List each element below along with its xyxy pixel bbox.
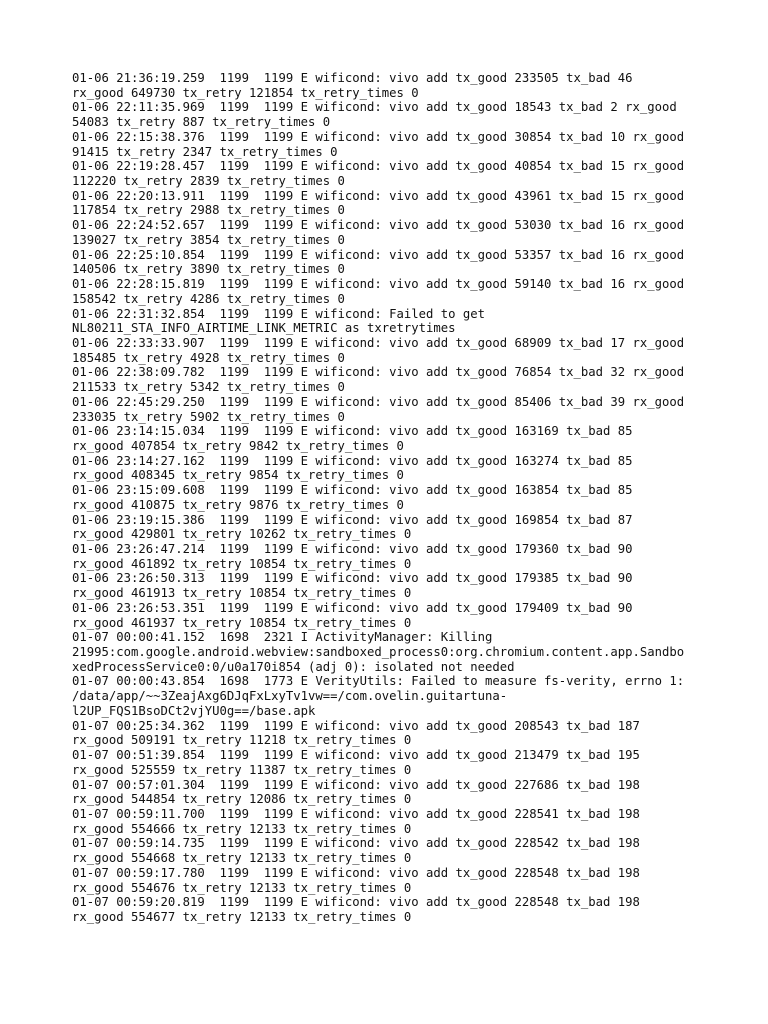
log-line: 01-06 23:14:27.162 1199 1199 E wificond: vivo add tx_good 163274 tx_bad 85 — [72, 453, 633, 468]
log-line: 54083 tx_retry 887 tx_retry_times 0 — [72, 115, 331, 130]
log-line: 140506 tx_retry 3890 tx_retry_times 0 — [72, 262, 345, 277]
log-line: rx_good 525559 tx_retry 11387 tx_retry_times 0 — [72, 762, 412, 777]
log-line: 01-06 21:36:19.259 1199 1199 E wificond: vivo add tx_good 233505 tx_bad 46 — [72, 71, 633, 85]
log-line: 01-07 00:00:43.854 1698 1773 E VerityUtils: Failed to measure fs-verity, errno 1: — [72, 674, 685, 689]
log-line: 01-06 22:11:35.969 1199 1199 E wificond: vivo add tx_good 18543 tx_bad 2 rx_good — [72, 100, 677, 115]
log-line: 01-06 23:26:47.214 1199 1199 E wificond: vivo add tx_good 179360 tx_bad 90 — [72, 542, 633, 556]
log-line: 01-06 22:45:29.250 1199 1199 E wificond: vivo add tx_good 85406 tx_bad 39 rx_good — [72, 394, 685, 409]
log-line: 01-06 22:28:15.819 1199 1199 E wificond: vivo add tx_good 59140 tx_bad 16 rx_good — [72, 277, 685, 292]
log-line: rx_good 554666 tx_retry 12133 tx_retry_times 0 — [72, 821, 412, 836]
log-line: rx_good 407854 tx_retry 9842 tx_retry_times 0 — [72, 438, 404, 453]
log-line: rx_good 410875 tx_retry 9876 tx_retry_times 0 — [72, 497, 404, 512]
log-line: 01-06 23:15:09.608 1199 1199 E wificond: vivo add tx_good 163854 tx_bad 85 — [72, 483, 633, 498]
log-line: 158542 tx_retry 4286 tx_retry_times 0 — [72, 291, 345, 306]
log-line: NL80211_STA_INFO_AIRTIME_LINK_METRIC as txretrytimes — [72, 321, 456, 336]
log-line: 211533 tx_retry 5342 tx_retry_times 0 — [72, 380, 345, 395]
log-line: rx_good 461937 tx_retry 10854 tx_retry_times 0 — [72, 615, 412, 630]
log-line: xedProcessService0:0/u0a170i854 (adj 0): isolated not needed — [72, 659, 515, 674]
log-line: 21995:com.google.android.webview:sandboxed_process0:org.chromium.content.app.Sandbo — [72, 645, 685, 660]
log-line: 117854 tx_retry 2988 tx_retry_times 0 — [72, 203, 345, 218]
log-text-block — [72, 71, 712, 925]
log-line: rx_good 554677 tx_retry 12133 tx_retry_times 0 — [72, 909, 412, 924]
log-line: rx_good 408345 tx_retry 9854 tx_retry_times 0 — [72, 468, 404, 483]
log-line: 139027 tx_retry 3854 tx_retry_times 0 — [72, 232, 345, 247]
log-line: 01-07 00:57:01.304 1199 1199 E wificond: vivo add tx_good 227686 tx_bad 198 — [72, 777, 640, 792]
log-line: 233035 tx_retry 5902 tx_retry_times 0 — [72, 409, 345, 424]
log-line: 01-06 23:26:53.351 1199 1199 E wificond: vivo add tx_good 179409 tx_bad 90 — [72, 600, 633, 615]
log-line: rx_good 509191 tx_retry 11218 tx_retry_times 0 — [72, 733, 412, 748]
log-line: 01-06 22:31:32.854 1199 1199 E wificond: Failed to get — [72, 306, 486, 321]
log-line: 01-07 00:51:39.854 1199 1199 E wificond: vivo add tx_good 213479 tx_bad 195 — [72, 748, 640, 763]
log-line: 112220 tx_retry 2839 tx_retry_times 0 — [72, 174, 345, 189]
log-line: rx_good 429801 tx_retry 10262 tx_retry_times 0 — [72, 527, 412, 542]
log-line: 185485 tx_retry 4928 tx_retry_times 0 — [72, 350, 345, 365]
log-line: rx_good 461913 tx_retry 10854 tx_retry_times 0 — [72, 586, 412, 601]
log-line: rx_good 554668 tx_retry 12133 tx_retry_times 0 — [72, 851, 412, 866]
log-line: 01-06 22:20:13.911 1199 1199 E wificond: vivo add tx_good 43961 tx_bad 15 rx_good — [72, 188, 685, 203]
log-line: 01-06 23:19:15.386 1199 1199 E wificond: vivo add tx_good 169854 tx_bad 87 — [72, 512, 633, 527]
log-line: rx_good 544854 tx_retry 12086 tx_retry_times 0 — [72, 792, 412, 807]
log-line: 01-06 22:15:38.376 1199 1199 E wificond: vivo add tx_good 30854 tx_bad 10 rx_good — [72, 129, 685, 144]
log-line: 01-06 22:25:10.854 1199 1199 E wificond: vivo add tx_good 53357 tx_bad 16 rx_good — [72, 247, 685, 262]
log-line: 01-06 22:33:33.907 1199 1199 E wificond: vivo add tx_good 68909 tx_bad 17 rx_good — [72, 335, 685, 350]
log-line: 01-06 22:38:09.782 1199 1199 E wificond: vivo add tx_good 76854 tx_bad 32 rx_good — [72, 365, 685, 380]
log-line: 01-07 00:59:20.819 1199 1199 E wificond: vivo add tx_good 228548 tx_bad 198 — [72, 895, 640, 910]
log-line: 01-07 00:59:14.735 1199 1199 E wificond: vivo add tx_good 228542 tx_bad 198 — [72, 836, 640, 851]
log-line: rx_good 554676 tx_retry 12133 tx_retry_times 0 — [72, 880, 412, 895]
log-line: rx_good 649730 tx_retry 121854 tx_retry_times 0 — [72, 85, 419, 100]
log-line: 01-06 23:14:15.034 1199 1199 E wificond: vivo add tx_good 163169 tx_bad 85 — [72, 424, 633, 439]
log-line: l2UP_FQS1BsoDCt2vjYU0g==/base.apk — [72, 703, 316, 718]
log-line: 01-07 00:59:11.700 1199 1199 E wificond: vivo add tx_good 228541 tx_bad 198 — [72, 806, 640, 821]
log-line: rx_good 461892 tx_retry 10854 tx_retry_times 0 — [72, 556, 412, 571]
log-line: 01-06 23:26:50.313 1199 1199 E wificond: vivo add tx_good 179385 tx_bad 90 — [72, 571, 633, 586]
log-line: 01-06 22:19:28.457 1199 1199 E wificond: vivo add tx_good 40854 tx_bad 15 rx_good — [72, 159, 685, 174]
log-line: 01-07 00:59:17.780 1199 1199 E wificond: vivo add tx_good 228548 tx_bad 198 — [72, 865, 640, 880]
log-line: /data/app/~~3ZeajAxg6DJqFxLxyTv1vw==/com.ovelin.guitartuna- — [72, 689, 508, 704]
log-line: 01-06 22:24:52.657 1199 1199 E wificond: vivo add tx_good 53030 tx_bad 16 rx_good — [72, 218, 685, 233]
log-line: 91415 tx_retry 2347 tx_retry_times 0 — [72, 144, 338, 159]
log-line: 01-07 00:00:41.152 1698 2321 I ActivityManager: Killing — [72, 630, 493, 645]
log-line: 01-07 00:25:34.362 1199 1199 E wificond: vivo add tx_good 208543 tx_bad 187 — [72, 718, 640, 733]
